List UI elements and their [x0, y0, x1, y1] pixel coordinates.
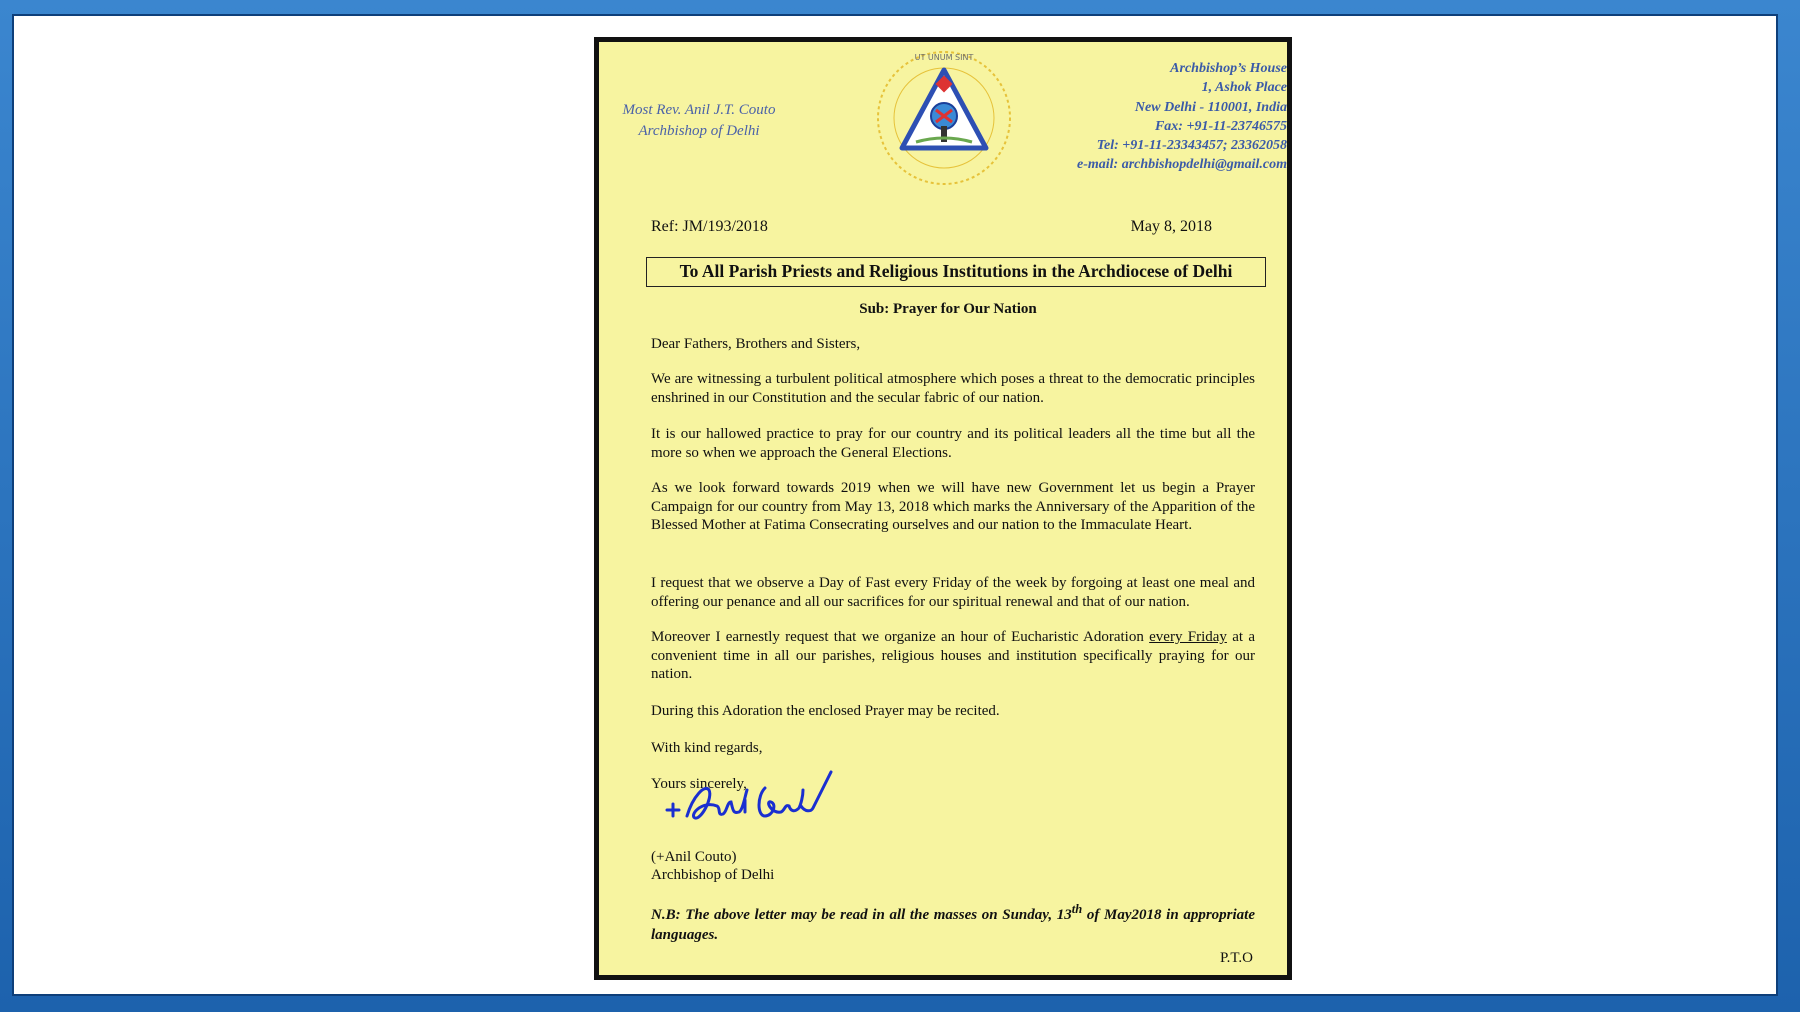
sender-title: Archbishop of Delhi: [638, 123, 760, 139]
email-line: e-mail: archbishopdelhi@gmail.com: [1077, 157, 1287, 173]
address-line: Archbishop’s House: [1170, 61, 1287, 76]
sender-name: Most Rev. Anil J.T. Couto: [622, 102, 776, 118]
paragraph: I request that we observe a Day of Fast every Friday of the week by forgoing at least one meal and offering our penance and all our sacrifices for our spiritual renewal and that of our nation.: [651, 575, 1255, 610]
address-block: [1027, 59, 1287, 175]
address-line: New Delhi - 110001, India: [1134, 99, 1287, 115]
nb-text: of May2018 in appropriate languages.: [651, 907, 1256, 943]
address-line: 1, Ashok Place: [1201, 80, 1287, 96]
signatory-block: [651, 848, 1255, 884]
nb-superscript: th: [1071, 902, 1083, 916]
archdiocese-seal: [874, 48, 1014, 188]
paragraph-text: at a convenient time in all our parishes, religious houses and institution specifically praying for our nation.: [651, 629, 1256, 682]
subject-line: Sub: Prayer for Our Nation: [859, 301, 1037, 317]
paragraph: As we look forward towards 2019 when we will have new Government let us begin a Prayer Campaign for our country from May 13, 2018 which marks the Anniversary of the Apparition of the Blessed Mother at Fatima Consecrating ourselves and our nation to the Immaculate Heart.: [651, 480, 1255, 533]
tel-line: Tel: +91-11-23343457; 23362058: [1096, 138, 1287, 154]
salutation: Dear Fathers, Brothers and Sisters,: [651, 336, 861, 352]
paragraph: It is our hallowed practice to pray for our country and its political leaders all the time but all the more so when we approach the General Elections.: [651, 426, 1255, 461]
please-turn-over: P.T.O: [1219, 950, 1253, 966]
addressee-box: To All Parish Priests and Religious Institutions in the Archdiocese of Delhi: [646, 257, 1266, 287]
sender-block: [609, 100, 789, 142]
paragraph: [651, 628, 1255, 684]
nota-bene: [651, 899, 1255, 945]
svg-text:UT UNUM SINT: UT UNUM SINT: [914, 53, 974, 62]
reference-number: Ref: JM/193/2018: [651, 218, 768, 235]
paragraph-text: Moreover I earnestly request that we organize an hour of Eucharistic Adoration: [651, 629, 1150, 645]
paragraph: During this Adoration the enclosed Prayer may be recited.: [651, 703, 1000, 719]
handwritten-signature: [661, 766, 841, 836]
fax-line: Fax: +91-11-23746575: [1154, 118, 1287, 134]
signatory-name: (+Anil Couto): [651, 849, 737, 865]
letter-date: May 8, 2018: [1130, 218, 1212, 235]
paragraph: We are witnessing a turbulent political atmosphere which poses a threat to the democratic principles enshrined in our Constitution and the secular fabric of our nation.: [651, 371, 1255, 406]
closing-regards: With kind regards,: [651, 740, 763, 756]
nb-text: N.B: The above letter may be read in all the masses on Sunday, 13: [651, 907, 1072, 923]
underlined-text: every Friday: [1149, 629, 1227, 645]
letter-page: [594, 37, 1292, 980]
signatory-title: Archbishop of Delhi: [651, 867, 775, 883]
closing-sincerely: Yours sincerely,: [651, 776, 747, 792]
